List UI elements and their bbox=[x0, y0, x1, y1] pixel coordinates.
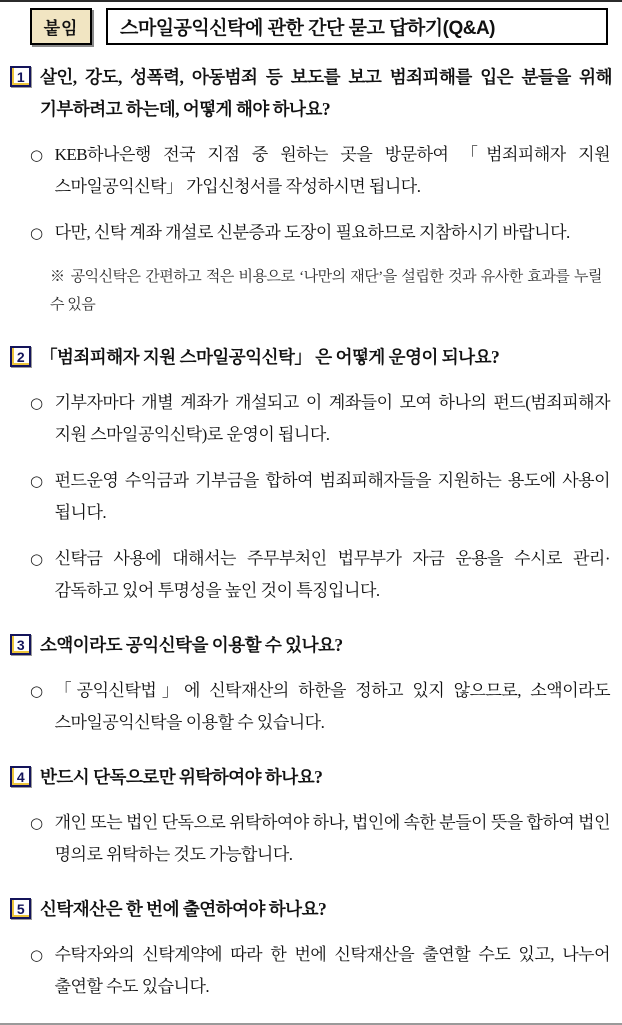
answer-item bbox=[30, 807, 610, 871]
question-number-box-icon: 4 bbox=[10, 766, 31, 787]
answer-item bbox=[30, 139, 610, 203]
answer-text: 「공익신탁법」에 신탁재산의 하한을 정하고 있지 않으므로, 소액이라도 스마일공익신탁을 이용할 수 있습니다. bbox=[54, 681, 610, 732]
answer-item bbox=[30, 217, 610, 249]
answer-text: 수탁자와의 신탁계약에 따라 한 번에 신탁재산을 출연할 수도 있고, 나누어 출연할 수도 있습니다. bbox=[54, 945, 610, 996]
answer-text: 개인 또는 법인 단독으로 위탁하여야 하나, 법인에 속한 분들이 뜻을 합하여 법인 명의로 위탁하는 것도 가능합니다. bbox=[54, 813, 610, 864]
circle-bullet-icon: ○ bbox=[30, 550, 43, 568]
answer-item bbox=[30, 675, 610, 739]
document-header bbox=[30, 8, 610, 45]
question-text: 반드시 단독으로만 위탁하여야 하나요? bbox=[40, 767, 323, 787]
document-title-box bbox=[106, 8, 608, 45]
question-text: 「범죄피해자 지원 스마일공익신탁」 은 어떻게 운영이 되나요? bbox=[40, 347, 500, 367]
circle-bullet-icon: ○ bbox=[30, 146, 43, 164]
question-text: 살인, 강도, 성폭력, 아동범죄 등 보도를 보고 범죄피해를 입은 분들을 위해 기부하려고 하는데, 어떻게 해야 하나요? bbox=[40, 67, 612, 119]
question-text: 신탁재산은 한 번에 출연하여야 하나요? bbox=[40, 899, 327, 919]
circle-bullet-icon: ○ bbox=[30, 814, 43, 832]
answer-text: 펀드운영 수익금과 기부금을 합하여 범죄피해자들을 지원하는 용도에 사용이 됩니다. bbox=[54, 471, 610, 522]
qa-item-1 bbox=[10, 61, 612, 319]
answer-text: 신탁금 사용에 대해서는 주무부처인 법무부가 자금 운용을 수시로 관리·감독하고 있어 투명성을 높인 것이 특징입니다. bbox=[54, 549, 610, 600]
qa-item-2 bbox=[10, 341, 612, 607]
attachment-badge: 붙임 bbox=[30, 8, 92, 45]
circle-bullet-icon: ○ bbox=[30, 224, 43, 242]
circle-bullet-icon: ○ bbox=[30, 394, 43, 412]
question-number-box-icon: 3 bbox=[10, 634, 31, 655]
question-4 bbox=[10, 761, 612, 793]
answer-item bbox=[30, 465, 610, 529]
answer-text: KEB하나은행 전국 지점 중 원하는 곳을 방문하여 「범죄피해자 지원 스마일공익신탁」 가입신청서를 작성하시면 됩니다. bbox=[54, 145, 610, 196]
question-text: 소액이라도 공익신탁을 이용할 수 있나요? bbox=[40, 635, 343, 655]
circle-bullet-icon: ○ bbox=[30, 946, 43, 964]
qa-item-3 bbox=[10, 629, 612, 739]
page-title: 스마일공익신탁에 관한 간단 묻고 답하기(Q&A) bbox=[120, 18, 496, 39]
question-5 bbox=[10, 893, 612, 925]
qa-item-5 bbox=[10, 893, 612, 1003]
question-number-box-icon: 2 bbox=[10, 346, 31, 367]
answer-item bbox=[30, 387, 610, 451]
answer-item bbox=[30, 939, 610, 1003]
question-1 bbox=[10, 61, 612, 125]
answer-text: 다만, 신탁 계좌 개설로 신분증과 도장이 필요하므로 지참하시기 바랍니다. bbox=[54, 223, 570, 242]
circle-bullet-icon: ○ bbox=[30, 682, 43, 700]
qa-item-4 bbox=[10, 761, 612, 871]
circle-bullet-icon: ○ bbox=[30, 472, 43, 490]
reference-note: ※ 공익신탁은 간편하고 적은 비용으로 ‘나만의 재단’을 설립한 것과 유사한 효과를 누릴 수 있음 bbox=[50, 269, 602, 313]
answer-text: 기부자마다 개별 계좌가 개설되고 이 계좌들이 모여 하나의 펀드(범죄피해자 지원 스마일공익신탁)로 운영이 됩니다. bbox=[54, 393, 610, 444]
answer-item bbox=[30, 543, 610, 607]
question-3 bbox=[10, 629, 612, 661]
question-number-box-icon: 5 bbox=[10, 898, 31, 919]
question-2 bbox=[10, 341, 612, 373]
question-number-box-icon: 1 bbox=[10, 66, 31, 87]
